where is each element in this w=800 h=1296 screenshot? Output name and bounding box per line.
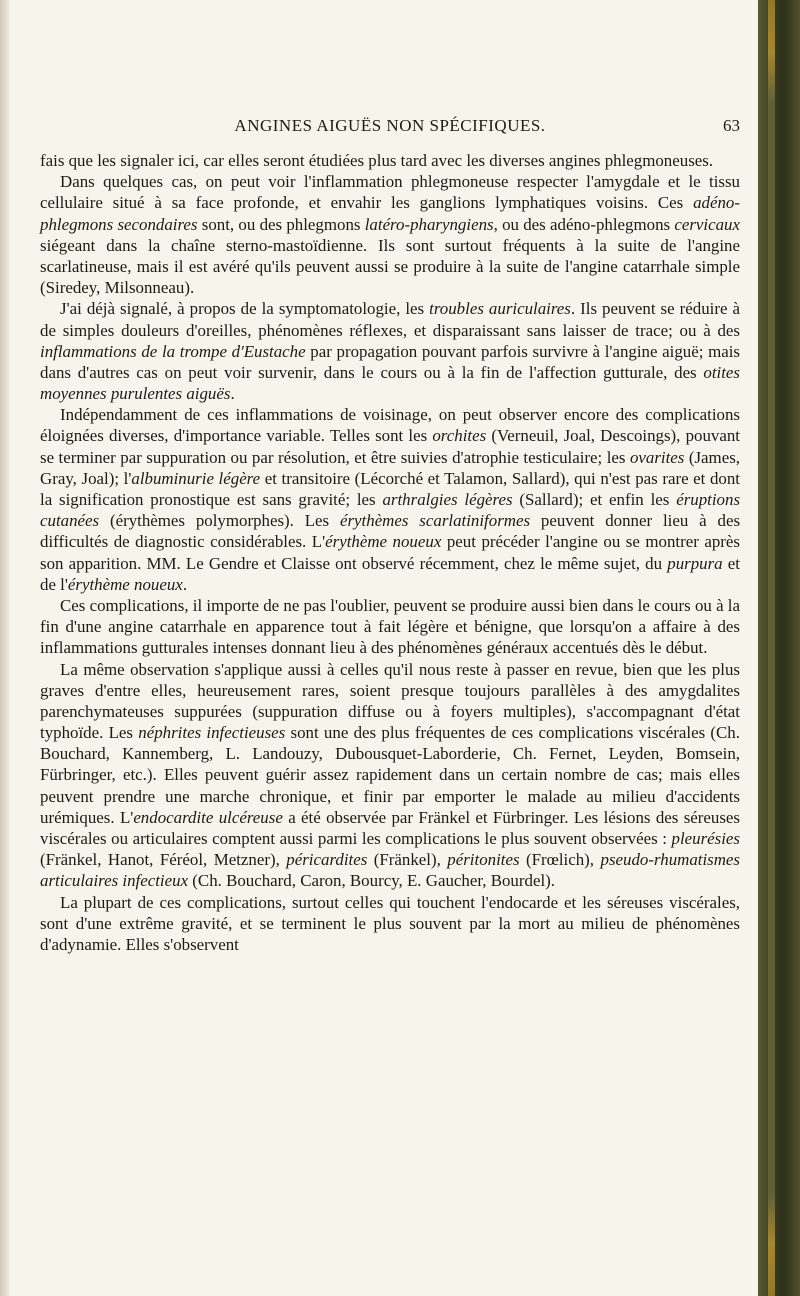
text-run: peut précéder l'angine ou se montrer après son apparition. MM. Le Gendre et Claisse ont observé récemment, chez le même sujet, du (40, 532, 740, 573)
text-run: . Ils peuvent se réduire à de simples douleurs d'oreilles, phénomènes réflexes, et disparaissant sans laisser de trace; ou à des (40, 299, 740, 340)
text-run: sont, ou des phlegmons (197, 214, 365, 234)
text-run: (Ch. Bouchard, Caron, Bourcy, E. Gaucher, Bourdel). (188, 871, 555, 891)
page-left-edge (0, 0, 9, 1296)
italic-term: érythème noueux (67, 574, 183, 594)
text-run: Ces complications, il importe de ne pas l'oublier, peuvent se produire aussi bien dans le cours ou à la fin d'une angine catarrhale en apparence tout à fait légère et bénigne, que lorsqu'on a affaire à des inflammations gutturales intenses donnant lieu à des phénomènes généraux accentués dès le début. (40, 595, 740, 658)
italic-term: néphrites infectieuses (138, 723, 286, 743)
text-run: J'ai déjà signalé, à propos de la symptomatologie, les (60, 299, 430, 319)
italic-term: purpura (667, 553, 723, 573)
text-run: La plupart de ces complications, surtout celles qui touchent l'endocarde et les séreuses viscérales, sont d'une extrême gravité, et se terminent le plus souvent par la mort au milieu de phénomènes d'adynamie. Elles s'observent (40, 892, 740, 954)
text-run: peuvent donner lieu à des difficultés de diagnostic considérables. L' (40, 511, 741, 552)
body-text (40, 150, 740, 955)
text-run: . (182, 574, 188, 594)
paragraph (40, 659, 740, 892)
paragraph (40, 404, 740, 595)
text-run: par propagation pouvant parfois survivre à l'angine aiguë; mais dans d'autres cas on peut voir survenir, dans le cours ou à la fin de l'affection gutturale, des (40, 341, 740, 382)
italic-term: arthralgies légères (382, 490, 513, 509)
text-run: , ou des adéno-phlegmons (493, 214, 675, 234)
text-run: Dans quelques cas, on peut voir l'inflammation phlegmoneuse respecter l'amygdale et le tissu cellulaire situé à sa face profonde, et envahir les ganglions lymphatiques voisins. Ces (40, 172, 740, 213)
book-binding-edge (758, 0, 800, 1296)
text-run: Indépendamment de ces inflammations de voisinage, on peut observer encore des complications éloignées diverses, d'importance variable. Telles sont les (40, 405, 740, 446)
text-run: (James, Gray, Joal); l' (40, 447, 740, 488)
italic-term: inflammations de la trompe d'Eustache (40, 341, 306, 361)
italic-term: cervicaux (674, 214, 741, 234)
text-run: (Frœlich), (519, 850, 601, 870)
text-run: et de l' (40, 553, 740, 594)
text-run: (érythèmes polymorphes). Les (99, 511, 340, 531)
paragraph (40, 150, 740, 171)
italic-term: albuminurie légère (131, 468, 261, 488)
paragraph (40, 298, 740, 404)
italic-term: péritonites (447, 850, 520, 870)
italic-term: endocardite ulcéreuse (133, 807, 283, 827)
italic-term: latéro-pharyngiens (364, 214, 494, 234)
text-run: La même observation s'applique aussi à celles qu'il nous reste à passer en revue, bien que les plus graves d'entre elles, heureusement rares, soient presque toujours parallèles à des amygdalites parenchymateuses suppurées (suppuration diffuse ou à foyers multiples), s'accompagnant d'état typhoïde. Les (40, 659, 740, 743)
italic-term: adéno-phlegmons secondaires (40, 193, 740, 234)
paragraph (40, 892, 740, 956)
italic-term: pseudo-rhumatismes articulaires infectieux (40, 850, 741, 891)
running-head-title: ANGINES AIGUËS NON SPÉCIFIQUES. (234, 116, 546, 135)
page-number: 63 (723, 116, 740, 135)
text-run: . (230, 384, 235, 404)
paragraph (40, 171, 740, 298)
text-run: (Fränkel, Hanot, Féréol, Metzner), (40, 850, 287, 870)
italic-term: érythème noueux (325, 532, 442, 552)
text-run: et transitoire (Lécorché et Talamon, Sallard), qui n'est pas rare et dont la signification pronostique est sans gravité; les (40, 468, 740, 509)
italic-term: orchites (432, 426, 487, 446)
italic-term: péricardites (286, 850, 368, 870)
text-run: (Verneuil, Joal, Descoings), pouvant se terminer par suppuration ou par résolution, et être suivies d'atrophie testiculaire; les (40, 426, 740, 467)
italic-term: otites moyennes purulentes aiguës (40, 362, 740, 404)
italic-term: troubles auriculaires (429, 299, 571, 319)
text-run: (Fränkel), (367, 850, 448, 870)
italic-term: érythèmes scarlatiniformes (339, 511, 531, 531)
italic-term: pleurésies (671, 829, 740, 848)
text-run: sont une des plus fréquentes de ces complications viscérales (Ch. Bouchard, Kannemberg, L. Landouzy, Dubousquet-Laborderie, Ch. Fernet, Leyden, Bomsein, Fürbringer, etc.). Elles peuvent guérir assez rapidement dans un certain nombre de cas; mais elles peuvent prendre une marche chronique, et finir par emporter le malade au milieu d'accidents urémiques. L' (40, 723, 740, 827)
text-run: fais que les signaler ici, car elles seront étudiées plus tard avec les diverses angines phlegmoneuses. (40, 151, 714, 170)
italic-term: éruptions cutanées (40, 490, 741, 531)
text-run: (Sallard); et enfin les (512, 490, 677, 509)
running-head (40, 116, 740, 140)
paragraph (40, 595, 740, 659)
italic-term: ovarites (629, 447, 685, 467)
text-run: siégeant dans la chaîne sterno-mastoïdienne. Ils sont surtout fréquents à la suite de l'angine scarlatineuse, mais il est avéré qu'ils peuvent aussi se produire à la suite de l'angine catarrhale simple (Siredey, Milsonneau). (40, 235, 740, 298)
text-run: a été observée par Fränkel et Fürbringer. Les lésions des séreuses viscérales ou articulaires comptent aussi parmi les complications le plus souvent observées : (40, 807, 741, 848)
